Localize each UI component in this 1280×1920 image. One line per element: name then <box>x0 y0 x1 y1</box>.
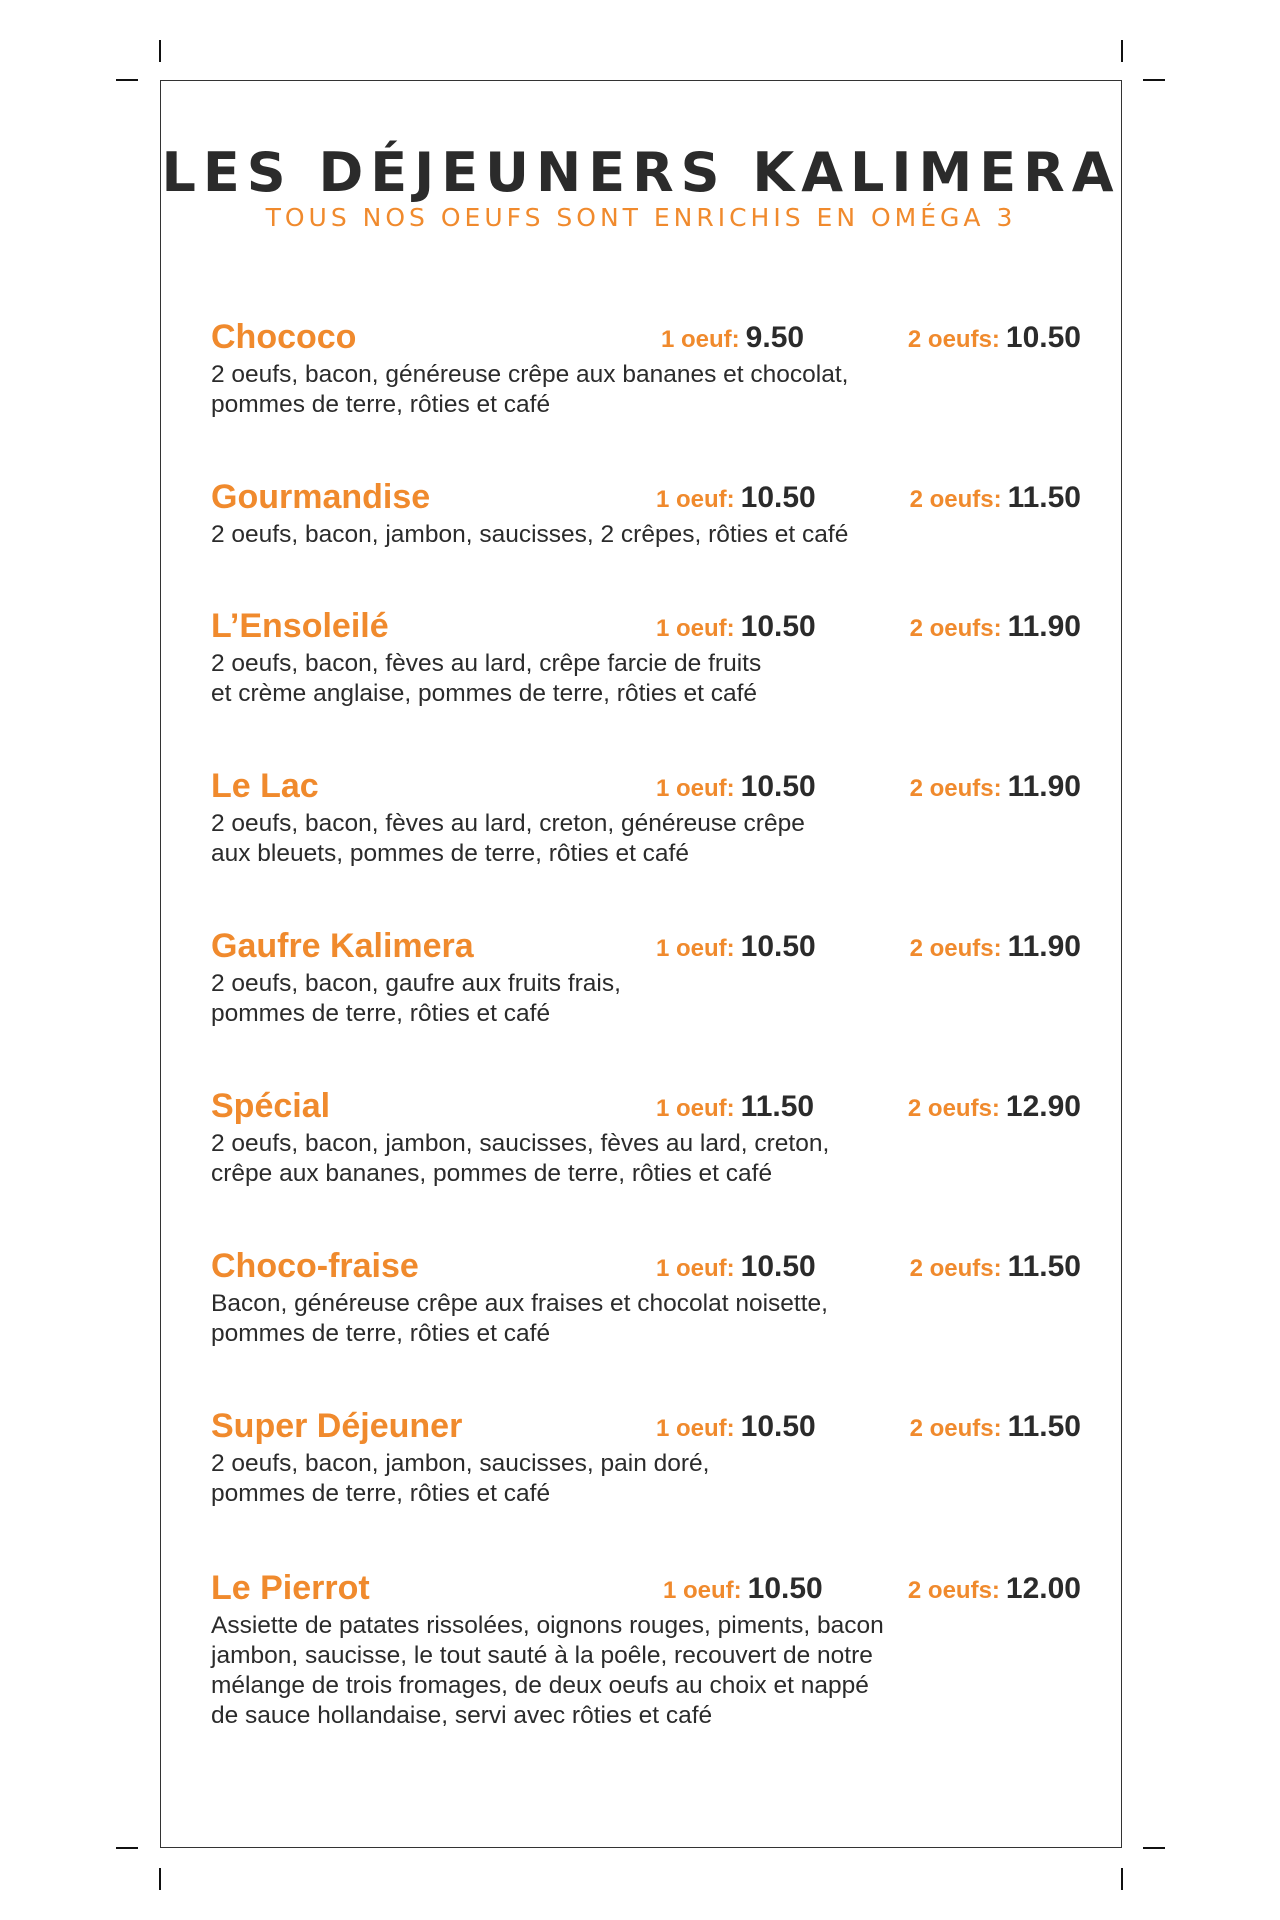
price-label: 1 oeuf: <box>656 1255 735 1282</box>
price-label: 1 oeuf: <box>656 935 735 962</box>
item-name: Gourmandise <box>211 478 431 516</box>
price-label: 2 oeufs: <box>909 615 1002 642</box>
price-label: 2 oeufs: <box>909 1255 1002 1282</box>
price-value: 12.00 <box>1005 1572 1081 1605</box>
price-one-egg <box>656 1249 816 1290</box>
price-two-eggs <box>910 929 1081 970</box>
price-label: 2 oeufs: <box>909 1415 1002 1442</box>
price-value: 10.50 <box>740 770 816 803</box>
price-value: 10.50 <box>747 1572 823 1605</box>
price-two-eggs <box>908 320 1081 361</box>
menu-subtitle: TOUS NOS OEUFS SONT ENRICHIS EN OMÉGA 3 <box>265 203 1017 232</box>
price-one-egg <box>663 1571 823 1612</box>
crop-mark <box>1143 79 1165 81</box>
item-description: Bacon, généreuse crêpe aux fraises et chocolat noisette, pommes de terre, rôties et café <box>211 1290 828 1347</box>
crop-mark <box>116 1847 138 1849</box>
price-value: 10.50 <box>740 930 816 963</box>
price-value: 10.50 <box>1005 321 1081 354</box>
price-label: 2 oeufs: <box>907 1577 1000 1604</box>
item-name: Chococo <box>211 318 357 356</box>
price-two-eggs <box>910 480 1081 521</box>
item-name: Choco-fraise <box>211 1247 419 1285</box>
item-description: 2 oeufs, bacon, fèves au lard, crêpe farcie de fruits et crème anglaise, pommes de terre, rôties et café <box>211 650 762 707</box>
price-value: 10.50 <box>740 1410 816 1443</box>
price-one-egg <box>656 1409 816 1450</box>
price-label: 1 oeuf: <box>656 775 735 802</box>
price-value: 11.90 <box>1007 930 1081 963</box>
price-two-eggs <box>908 1089 1081 1130</box>
item-description: 2 oeufs, bacon, jambon, saucisses, 2 crêpes, rôties et café <box>211 521 849 548</box>
crop-mark <box>116 79 138 81</box>
item-name: L’Ensoleilé <box>211 607 389 645</box>
price-label: 1 oeuf: <box>656 1095 735 1122</box>
item-description: 2 oeufs, bacon, généreuse crêpe aux bananes et chocolat, pommes de terre, rôties et café <box>211 361 849 418</box>
price-value: 10.50 <box>740 1250 816 1283</box>
price-label: 1 oeuf: <box>656 1415 735 1442</box>
price-two-eggs <box>910 1409 1081 1450</box>
price-value: 11.50 <box>1007 1410 1081 1443</box>
price-one-egg <box>656 769 816 810</box>
price-one-egg <box>656 1089 814 1130</box>
menu-page <box>160 80 1122 1848</box>
price-value: 12.90 <box>1005 1090 1081 1123</box>
price-value: 9.50 <box>745 321 805 354</box>
price-label: 1 oeuf: <box>656 486 735 513</box>
price-label: 1 oeuf: <box>663 1577 742 1604</box>
price-label: 1 oeuf: <box>661 326 740 353</box>
menu-title: LES DÉJEUNERS KALIMERA <box>161 141 1121 204</box>
price-label: 2 oeufs: <box>909 486 1002 513</box>
price-label: 2 oeufs: <box>909 935 1002 962</box>
price-value: 11.50 <box>740 1090 815 1123</box>
price-label: 2 oeufs: <box>907 1095 1000 1122</box>
crop-mark <box>1143 1847 1165 1849</box>
price-value: 10.50 <box>740 610 816 643</box>
price-one-egg <box>656 480 816 521</box>
price-one-egg <box>661 320 804 361</box>
price-label: 1 oeuf: <box>656 615 735 642</box>
crop-mark <box>1121 1868 1123 1890</box>
item-name: Spécial <box>211 1087 331 1125</box>
crop-mark <box>159 40 161 62</box>
price-two-eggs <box>908 1571 1081 1612</box>
price-value: 11.50 <box>1007 1250 1081 1283</box>
price-two-eggs <box>910 609 1081 650</box>
item-description: 2 oeufs, bacon, gaufre aux fruits frais, pommes de terre, rôties et café <box>211 970 621 1027</box>
price-value: 11.90 <box>1007 610 1081 643</box>
price-value: 11.90 <box>1007 770 1081 803</box>
item-name: Le Lac <box>211 767 319 805</box>
price-two-eggs <box>910 769 1081 810</box>
item-description: 2 oeufs, bacon, fèves au lard, creton, généreuse crêpe aux bleuets, pommes de terre, rôties et café <box>211 810 805 867</box>
item-name: Le Pierrot <box>211 1569 370 1607</box>
price-one-egg <box>656 609 816 650</box>
item-name: Super Déjeuner <box>211 1407 463 1445</box>
crop-mark <box>159 1868 161 1890</box>
price-value: 10.50 <box>740 481 816 514</box>
item-description: 2 oeufs, bacon, jambon, saucisses, pain doré, pommes de terre, rôties et café <box>211 1450 710 1507</box>
price-label: 2 oeufs: <box>909 775 1002 802</box>
price-value: 11.50 <box>1007 481 1081 514</box>
item-description: 2 oeufs, bacon, jambon, saucisses, fèves au lard, creton, crêpe aux bananes, pommes de terre, rôties et café <box>211 1130 830 1187</box>
price-one-egg <box>656 929 816 970</box>
item-description: Assiette de patates rissolées, oignons rouges, piments, bacon jambon, saucisse, le tout sauté à la poêle, recouvert de notre mélange de trois fromages, de deux oeufs au choix et nappé de sauce hollandaise, servi avec rôties et café <box>211 1612 884 1729</box>
price-label: 2 oeufs: <box>907 326 1000 353</box>
crop-mark <box>1121 40 1123 62</box>
price-two-eggs <box>910 1249 1081 1290</box>
item-name: Gaufre Kalimera <box>211 927 474 965</box>
